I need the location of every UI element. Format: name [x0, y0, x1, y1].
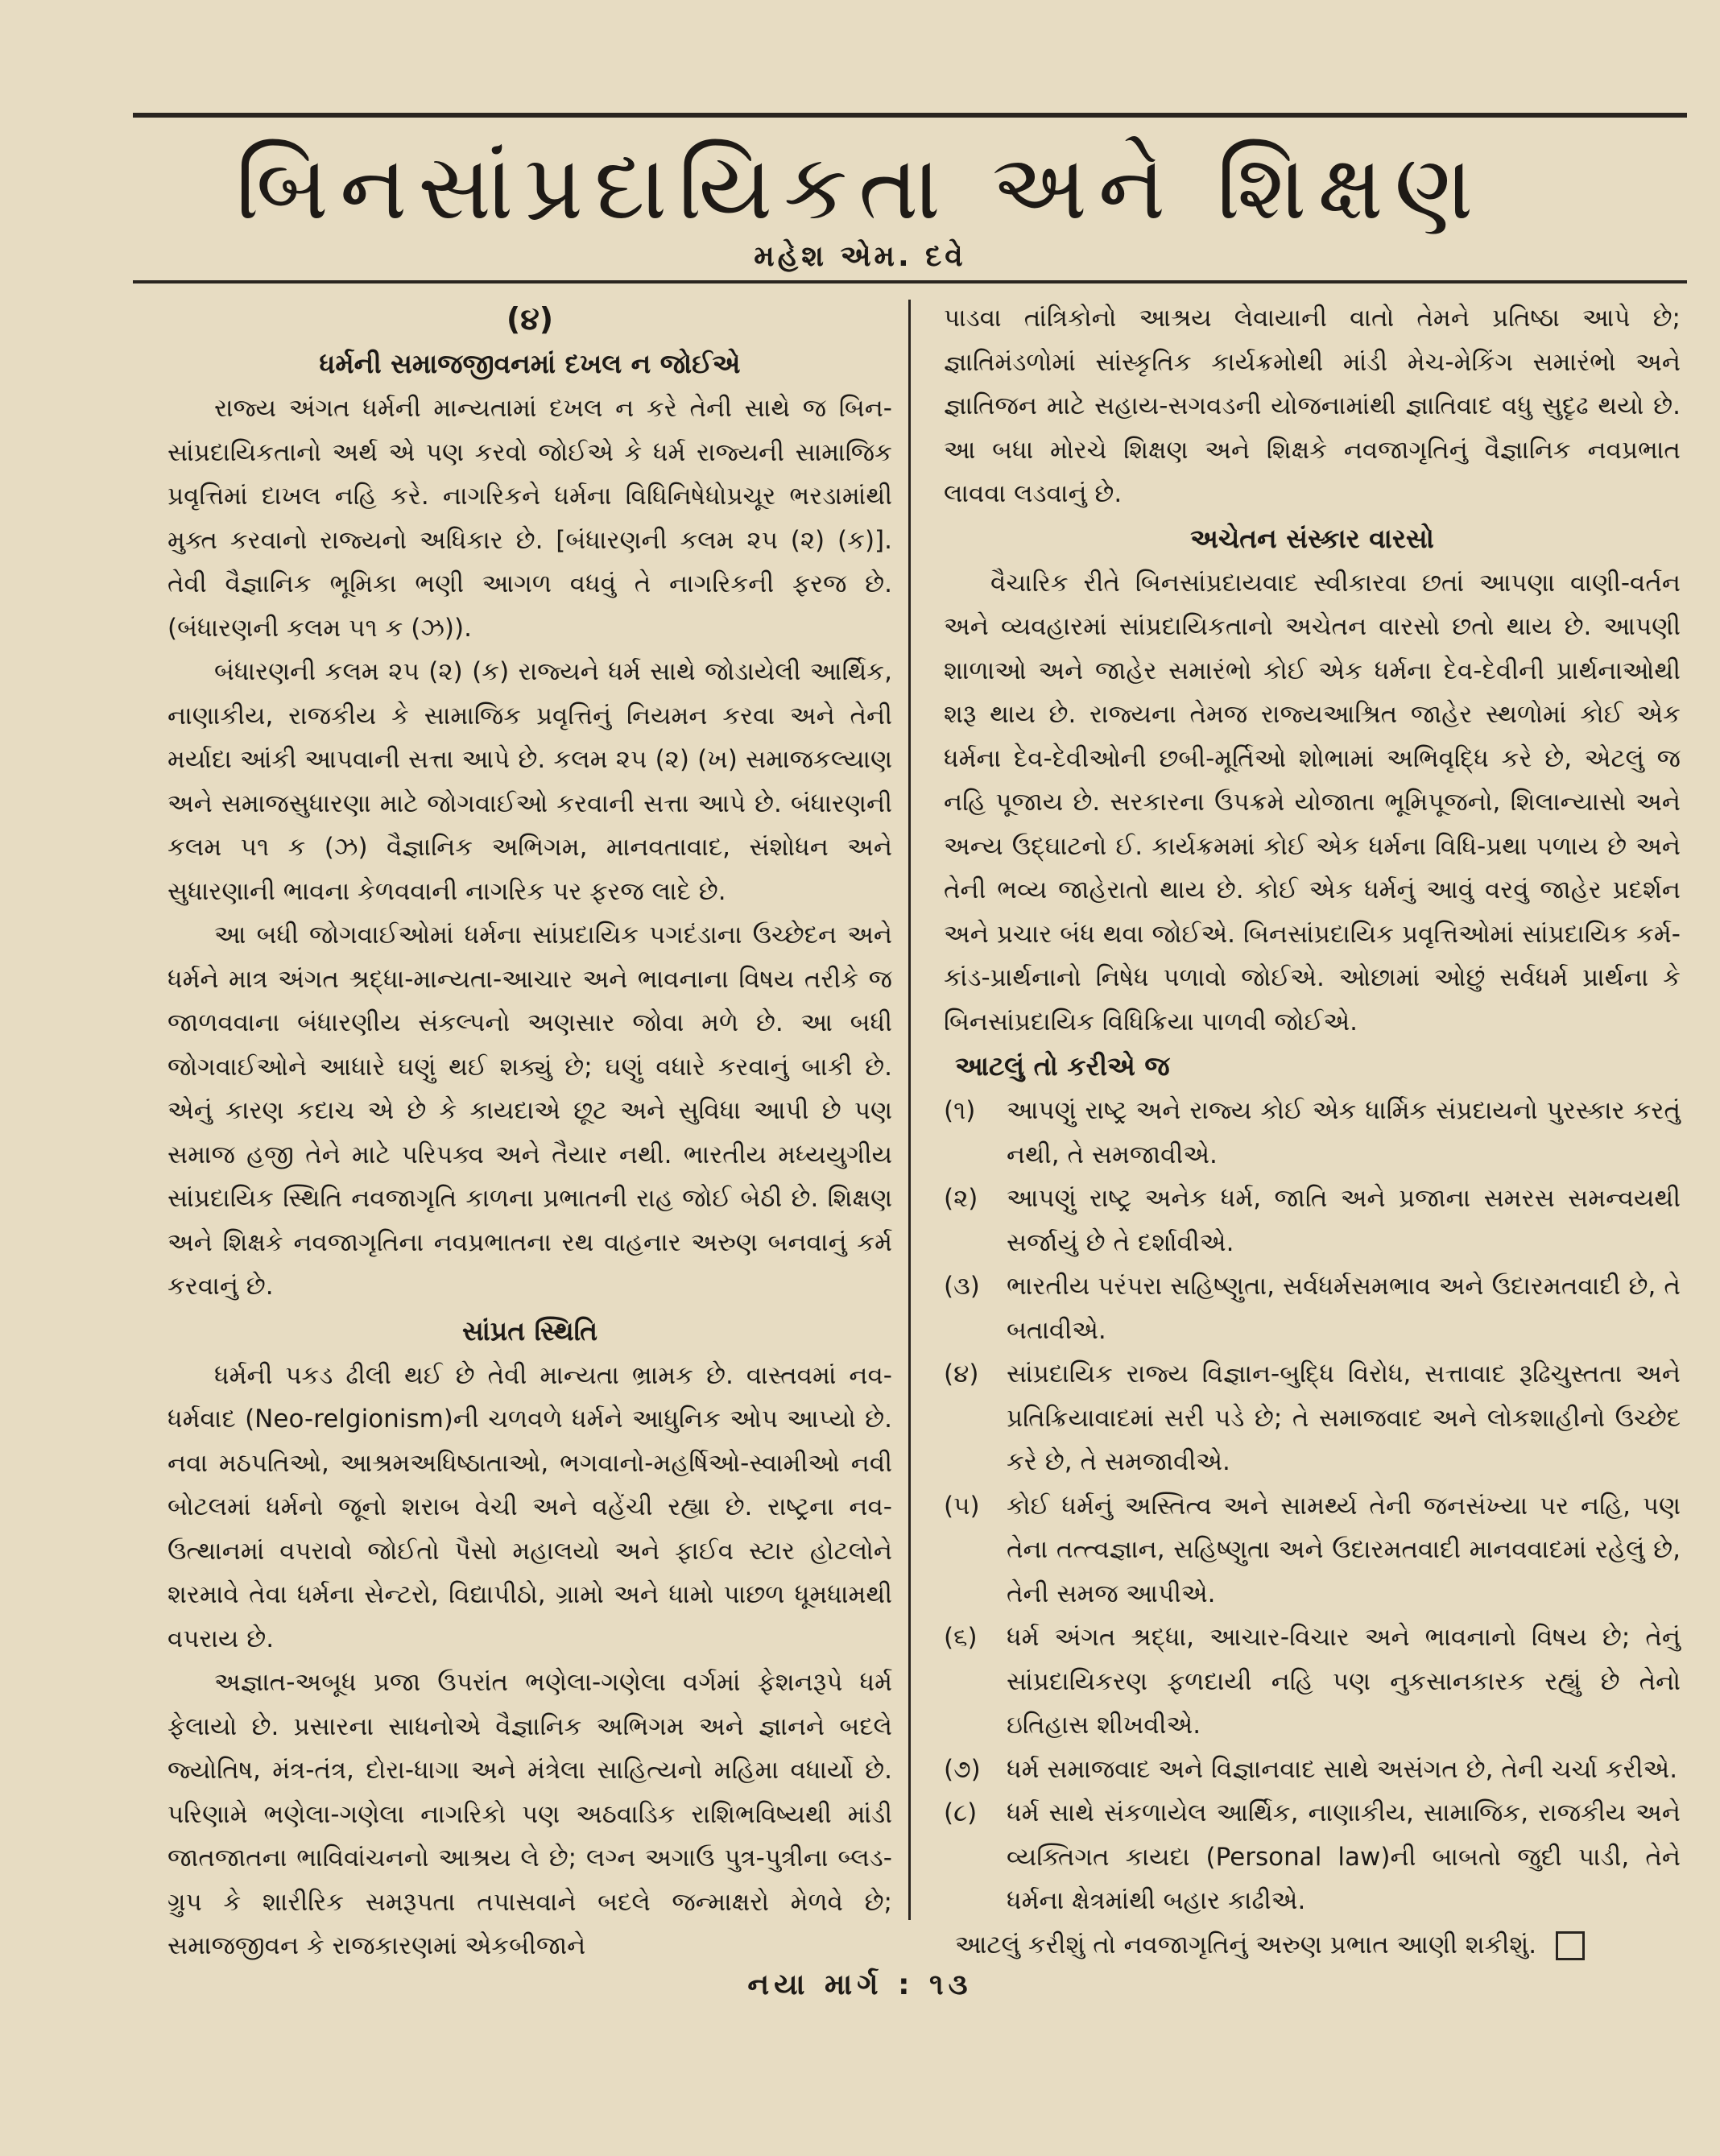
list-item-text: ધર્મ સાથે સંકળાયેલ આર્થિક, નાણાકીય, સામાજિક, રાજકીય અને વ્યક્તિગત કાયદા (Personal law)ની બાબતો જુદી પાડી, તેને ધર્મના ક્ષેત્રમાંથી બહાર કાઢીએ. — [1007, 1798, 1681, 1915]
list-item-number: (૮) — [944, 1798, 978, 1827]
list-item — [944, 1352, 1681, 1484]
list-item — [944, 1089, 1681, 1177]
list-item-text: આપણું રાષ્ટ્ર અને રાજ્ય કોઈ એક ધાર્મિક સંપ્રદાયનો પુરસ્કાર કરતું નથી, તે સમજાવીએ. — [1007, 1096, 1681, 1169]
list-item-text: સાંપ્રદાયિક રાજ્ય વિજ્ઞાન-બુદ્ધિ વિરોધ, સત્તાવાદ રૂઢિચુસ્તતા અને પ્રતિક્રિયાવાદમાં સરી પડે છે; તે સમાજવાદ અને લોકશાહીનો ઉચ્છેદ કરે છે, તે સમજાવીએ. — [1007, 1359, 1681, 1476]
list-item-text: કોઈ ધર્મનું અસ્તિત્વ અને સામર્થ્ય તેની જનસંખ્યા પર નહિ, પણ તેના તત્ત્વજ્ઞાન, સહિષ્ણુતા અને ઉદારમતવાદી માનવવાદમાં રહેલું છે, તેની સમજ આપીએ. — [1007, 1491, 1681, 1608]
section-heading: આટલું તો કરીએ જ — [955, 1050, 1170, 1082]
article-title: બિનસાંપ્રદાયિકતા અને શિક્ષણ — [235, 135, 1485, 240]
closing-line — [944, 1923, 1681, 1968]
title-bottom-rule — [133, 280, 1687, 283]
paragraph: પાડવા તાંત્રિકોનો આશ્રય લેવાયાની વાતો તેમને પ્રતિષ્ઠા આપે છે; જ્ઞાતિમંડળોમાં સાંસ્કૃતિક કાર્યક્રમોથી માંડી મેચ-મેકિંગ સમારંભો અને જ્ઞાતિજન માટે સહાય-સગવડની યોજનામાંથી જ્ઞાતિવાદ વધુ સુદૃઢ થયો છે. આ બધા મોરચે શિક્ષણ અને શિક્ષકે નવજાગૃતિનું વૈજ્ઞાનિક નવપ્રભાત લાવવા લડવાનું છે. — [944, 304, 1681, 508]
paragraph: વૈચારિક રીતે બિનસાંપ્રદાયવાદ સ્વીકારવા છતાં આપણા વાણી-વર્તન અને વ્યવહારમાં સાંપ્રદાયિકતાનો અચેતન વારસો છતો થાય છે. આપણી શાળાઓ અને જાહેર સમારંભો કોઈ એક ધર્મના દેવ-દેવીની પ્રાર્થનાઓથી શરૂ થાય છે. રાજ્યના તેમજ રાજ્યઆશ્રિત જાહેર સ્થળોમાં કોઈ એક ધર્મના દેવ-દેવીઓની છબી-મૂર્તિઓ શોભામાં અભિવૃદ્ધિ કરે છે, એટલું જ નહિ પૂજાય છે. સરકારના ઉપક્રમે યોજાતા ભૂમિપૂજનો, શિલાન્યાસો અને અન્ય ઉદ્ઘાટનો ઈ. કાર્યક્રમમાં કોઈ એક ધર્મના વિધિ-પ્રથા પળાય છે અને તેની ભવ્ય જાહેરાતો થાય છે. કોઈ એક ધર્મનું આવું વરવું જાહેર પ્રદર્શન અને પ્રચાર બંધ થવા જોઈએ. બિનસાંપ્રદાયિક પ્રવૃત્તિઓમાં સાંપ્રદાયિક કર્મ-કાંડ-પ્રાર્થનાનો નિષેધ પળાવો જોઈએ. ઓછામાં ઓછું સર્વધર્મ પ્રાર્થના કે બિનસાંપ્રદાયિક વિધિક્રિયા પાળવી જોઈએ. — [944, 568, 1681, 1037]
list-item-number: (૧) — [944, 1096, 976, 1125]
section-heading: સાંપ્રત સ્થિતિ — [461, 1314, 598, 1347]
list-item-number: (૨) — [944, 1184, 978, 1213]
list-item-text: ધર્મ અંગત શ્રદ્ધા, આચાર-વિચાર અને ભાવનાનો વિષય છે; તેનું સાંપ્રદાયિકરણ ફળદાયી નહિ પણ નુકસાનકારક રહ્યું છે તેનો ઇતિહાસ શીખવીએ. — [1007, 1623, 1681, 1740]
left-column — [167, 296, 892, 1968]
list-item-number: (૪) — [944, 1359, 979, 1388]
list-item — [944, 1177, 1681, 1264]
section-heading: ધર્મની સમાજજીવનમાં દખલ ન જોઈએ — [319, 348, 741, 379]
list-item-text: ધર્મ સમાજવાદ અને વિજ્ઞાનવાદ સાથે અસંગત છે, તેની ચર્ચા કરીએ. — [1007, 1754, 1678, 1784]
list-item-number: (૫) — [944, 1491, 980, 1521]
list-item — [944, 1748, 1681, 1792]
list-item — [944, 1616, 1681, 1748]
list-item-text: ભારતીય પરંપરા સહિષ્ણુતા, સર્વધર્મસમભાવ અને ઉદારમતવાદી છે, તે બતાવીએ. — [1007, 1272, 1681, 1345]
top-rule — [133, 113, 1687, 118]
column-divider — [908, 300, 911, 1920]
list-item — [944, 1264, 1681, 1352]
list-item-number: (૭) — [944, 1754, 981, 1784]
closing-text: આટલું કરીશું તો નવજાગૃતિનું અરુણ પ્રભાત આણી શકીશું. — [955, 1930, 1537, 1959]
list-item — [944, 1484, 1681, 1616]
article-author: મહેશ એમ. દવે — [754, 240, 966, 273]
list-item-number: (૩) — [944, 1272, 980, 1301]
paragraph: ધર્મની પકડ ઢીલી થઈ છે તેવી માન્યતા ભ્રામક છે. વાસ્તવમાં નવ-ધર્મવાદ (Neo-relgionism)ની ચળવળે ધર્મને આધુનિક ઓપ આપ્યો છે. નવા મઠપતિઓ, આશ્રમઅધિષ્ઠાતાઓ, ભગવાનો-મહર્ષિઓ-સ્વામીઓ નવી બોટલમાં ધર્મનો જૂનો શરાબ વેચી અને વહેંચી રહ્યા છે. રાષ્ટ્રના નવ-ઉત્થાનમાં વપરાવો જોઈતો પૈસો મહાલયો અને ફાઈવ સ્ટાર હોટલોને શરમાવે તેવા ધર્મના સેન્ટરો, વિદ્યાપીઠો, ગ્રામો અને ધામો પાછળ ધૂમધામથી વપરાય છે. — [167, 1360, 892, 1653]
list-item-text: આપણું રાષ્ટ્ર અનેક ધર્મ, જાતિ અને પ્રજાના સમરસ સમન્વયથી સર્જાયું છે તે દર્શાવીએ. — [1007, 1184, 1681, 1257]
section-number: (૪) — [506, 301, 554, 337]
right-column — [944, 296, 1681, 1967]
list-item — [944, 1791, 1681, 1923]
paragraph: બંધારણની કલમ ૨૫ (૨) (ક) રાજ્યને ધર્મ સાથે જોડાયેલી આર્થિક, નાણાકીય, રાજકીય કે સામાજિક પ્રવૃત્તિનું નિયમન કરવા અને તેની મર્યાદા આંકી આપવાની સત્તા આપે છે. કલમ ૨૫ (૨) (ખ) સમાજકલ્યાણ અને સમાજસુધારણા માટે જોગવાઈઓ કરવાની સત્તા આપે છે. બંધારણની કલમ ૫૧ ક (ઝ) વૈજ્ઞાનિક અભિગમ, માનવતાવાદ, સંશોધન અને સુધારણાની ભાવના કેળવવાની નાગરિક પર ફરજ લાદે છે. — [167, 657, 892, 906]
list-item-number: (૬) — [944, 1623, 978, 1652]
paragraph: રાજ્ય અંગત ધર્મની માન્યતામાં દખલ ન કરે તેની સાથે જ બિન-સાંપ્રદાયિકતાનો અર્થ એ પણ કરવો જોઈએ કે ધર્મ રાજ્યની સામાજિક પ્રવૃત્તિમાં દાખલ નહિ કરે. નાગરિકને ધર્મના વિધિનિષેધોપ્રચૂર ભરડામાંથી મુક્ત કરવાનો રાજ્યનો અધિકાર છે. [બંધારણની કલમ ૨૫ (૨) (ક)]. તેવી વૈજ્ઞાનિક ભૂમિકા ભણી આગળ વધવું તે નાગરિકની ફરજ છે. (બંધારણની કલમ ૫૧ ક (ઝ)). — [167, 394, 892, 643]
section-heading: અચેતન સંસ્કાર વારસો — [1190, 522, 1434, 554]
paragraph: આ બધી જોગવાઈઓમાં ધર્મના સાંપ્રદાયિક પગદંડાના ઉચ્છેદન અને ધર્મને માત્ર અંગત શ્રદ્ધા-માન્યતા-આચાર અને ભાવનાના વિષય તરીકે જ જાળવવાના બંધારણીય સંકલ્પનો અણસાર જોવા મળે છે. આ બધી જોગવાઈઓને આધારે ઘણું થઈ શક્યું છે; ઘણું વધારે કરવાનું બાકી છે. એનું કારણ કદાચ એ છે કે કાયદાએ છૂટ અને સુવિધા આપી છે પણ સમાજ હજી તેને માટે પરિપક્વ અને તૈયાર નથી. ભારતીય મધ્યયુગીય સાંપ્રદાયિક સ્થિતિ નવજાગૃતિ કાળના પ્રભાતની રાહ જોઈ બેઠી છે. શિક્ષણ અને શિક્ષકે નવજાગૃતિના નવપ્રભાતના રથ વાહનાર અરુણ બનવાનું કર્મ કરવાનું છે. — [167, 921, 892, 1301]
paragraph: અજ્ઞાત-અબૂધ પ્રજા ઉપરાંત ભણેલા-ગણેલા વર્ગમાં ફેશનરૂપે ધર્મ ફેલાયો છે. પ્રસારના સાધનોએ વૈજ્ઞાનિક અભિગમ અને જ્ઞાનને બદલે જ્યોતિષ, મંત્ર-તંત્ર, દોરા-ધાગા અને મંત્રેલા સાહિત્યનો મહિમા વધાર્યો છે. પરિણામે ભણેલા-ગણેલા નાગરિકો પણ અઠવાડિક રાશિભવિષ્યથી માંડી જાતજાતના ભાવિવાંચનનો આશ્રય લે છે; લગ્ન અગાઉ પુત્ર-પુત્રીના બ્લડ-ગ્રુપ કે શારીરિક સમરૂપતા તપાસવાને બદલે જન્માક્ષરો મેળવે છે; સમાજજીવન કે રાજકારણમાં એકબીજાને — [167, 1668, 892, 1960]
page-footer: નયા માર્ગ : ૧૩ — [747, 1968, 973, 2001]
end-mark-icon — [1556, 1931, 1585, 1960]
